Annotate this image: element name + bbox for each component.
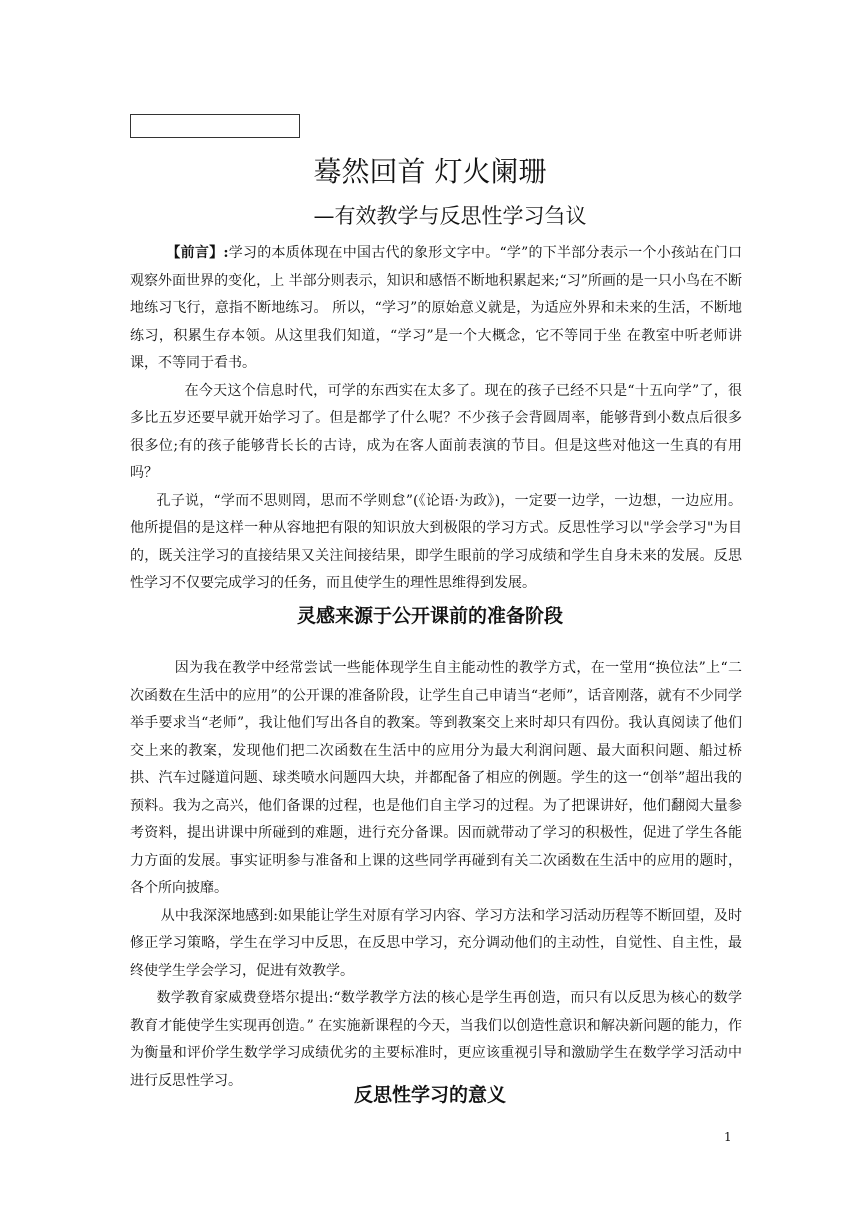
preface-paragraph-1 xyxy=(130,240,742,378)
header-box xyxy=(130,114,300,138)
preface-label: 【前言】: xyxy=(166,245,229,261)
section-heading-2: 反思性学习的意义 xyxy=(353,1084,506,1106)
section1-paragraph-3: 数学教育家威费登塔尔提出:“数学教学方法的核心是学生再创造，而只有以反思为核心的数学教育才能使学生实现再创造。” 在实施新课程的今天，当我们以创造性意识和解决新问题的能力，作为衡量和评价学生数学学习成绩优劣的主要标准时，更应该重视引导和激励学生在数学学习活动中进行反思性学习。 xyxy=(130,990,742,1089)
preface-block xyxy=(130,240,742,598)
section1-paragraph-2: 从中我深深地感到:如果能让学生对原有学习内容、学习方法和学习活动历程等不断回望，及时修正学习策略，学生在学习中反思，在反思中学习，充分调动他们的主动性，自觉性、自主性，最终使学生学会学习，促进有效教学。 xyxy=(130,907,742,979)
preface-text-1: 学习的本质体现在中国古代的象形文字中。“学”的下半部分表示一个小孩站在门口观察外面世界的变化，上 半部分则表示，知识和感悟不断地积累起来;“习”所画的是一只小鸟在不断地练习飞行，意指不断地练习。 所以，“学习”的原始意义就是，为适应外界和未来的生活，不断地练习，积累生存本领。从这里我们知道，“学习”是一个大概念，它不等同于坐 在教室中听老师讲课，不等同于看书。 xyxy=(130,245,742,371)
section1-paragraph-1: 因为我在教学中经常尝试一些能体现学生自主能动性的教学方式，在一堂用“换位法”上“二次函数在生活中的应用”的公开课的准备阶段，让学生自己申请当“老师”，话音刚落，就有不少同学举手要求当“老师”，我让他们写出各自的教案。等到教案交上来时却只有四份。我认真阅读了他们交上来的教案，发现他们把二次函数在生活中的应用分为最大利润问题、最大面积问题、船过桥拱、汽车过隧道问题、球类喷水问题四大块，并都配备了相应的例题。学生的这一“创举”超出我的预料。我为之高兴，他们备课的过程，也是他们自主学习的过程。为了把课讲好，他们翻阅大量参考资料，提出讲课中所碰到的难题，进行充分备课。因而就带动了学习的积极性，促进了学生各能力方面的发展。事实证明参与准备和上课的这些同学再碰到有关二次函数在生活中的应用的题时，各个所向披靡。 xyxy=(130,660,742,896)
page-title: 蓦然回首 灯火阑珊 xyxy=(313,155,547,188)
preface-paragraph-3: 孔子说，“学而不思则罔，思而不学则怠”(《论语·为政》)，一定要一边学，一边想，一边应用。他所提倡的是这样一种从容地把有限的知识放大到极限的学习方式。反思性学习以"学会学习"为目的，既关注学习的直接结果又关注间接结果，即学生眼前的学习成绩和学生自身未来的发展。反思性学习不仅要完成学习的任务，而且使学生的理性思维得到发展。 xyxy=(130,492,742,591)
section1-block xyxy=(130,655,742,1095)
page-subtitle: —有效教学与反思性学习刍议 xyxy=(313,204,587,228)
section-heading-1: 灵感来源于公开课前的准备阶段 xyxy=(296,605,563,627)
page-number: 1 xyxy=(724,1130,732,1144)
preface-paragraph-2: 在今天这个信息时代，可学的东西实在太多了。现在的孩子已经不只是“十五向学”了，很多比五岁还要早就开始学习了。但是都学了什么呢？不少孩子会背圆周率，能够背到小数点后很多很多位;有的孩子能够背长长的古诗，成为在客人面前表演的节目。但是这些对他这一生真的有用吗？ xyxy=(130,382,742,481)
